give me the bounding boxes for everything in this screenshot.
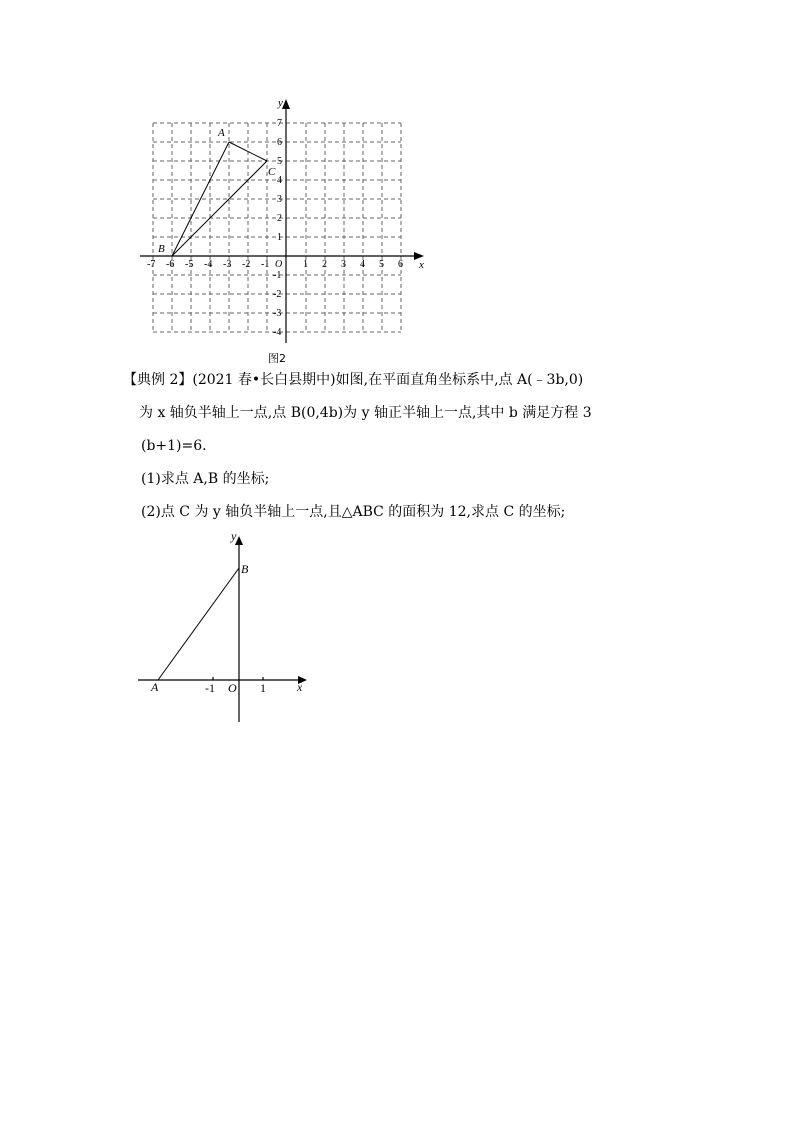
x-tick: -2 [242,259,251,270]
y-tick: 6 [277,137,282,148]
x-tick: -1 [261,259,270,270]
y-axis-label-2: y [231,529,237,543]
x-tick: -4 [204,259,213,270]
x-tick: 4 [360,259,365,270]
axes [140,99,424,343]
origin-label: O [275,259,283,270]
figure-grid-coordinate-plane [0,0,794,370]
x-axis-label-2: x [297,680,303,694]
x-tick: -5 [185,259,194,270]
point-b-label: B [158,243,165,255]
x-tick: 1 [303,259,308,270]
segment-ab [158,568,239,680]
y-tick: 3 [277,194,282,205]
y-tick: 2 [277,213,282,224]
tick-pos-1: 1 [260,681,266,695]
point-a-label-2: A [151,680,159,694]
figure-caption: 图2 [268,352,286,365]
x-tick: 6 [398,259,403,270]
y-tick: 4 [277,175,282,186]
y-axis-label: y [278,97,283,109]
x-tick: -3 [223,259,232,270]
tick-neg-1: -1 [205,681,215,695]
x-tick: 3 [341,259,346,270]
problem-line-1: 【典例 2】(2021 春•长白县期中)如图,在平面直角坐标系中,点 A(﹣3b,0) [123,372,584,388]
figure-axes-triangle [0,520,794,730]
x-tick: -6 [166,259,175,270]
y-tick: -2 [273,289,282,300]
y-tick: -4 [273,327,282,338]
y-tick: 1 [277,232,282,243]
x-tick: 2 [322,259,327,270]
question-2: (2)点 C 为 y 轴负半轴上一点,且△ABC 的面积为 12,求点 C 的坐标; [141,504,566,520]
problem-line-3: (b+1)=6. [141,438,207,454]
origin-label-2: O [228,681,237,695]
point-c-label: C [268,166,276,178]
y-tick: 7 [277,118,282,129]
y-tick-labels [273,118,282,338]
y-tick: -3 [273,308,282,319]
point-b-label-2: B [241,562,249,576]
y-tick: 5 [277,156,282,167]
axes-2 [138,536,307,722]
problem-line-2: 为 x 轴负半轴上一点,点 B(0,4b)为 y 轴正半轴上一点,其中 b 满足方程 3 [139,405,592,421]
x-axis-label: x [419,259,424,271]
y-tick: -1 [273,270,282,281]
x-tick: 5 [379,259,384,270]
grid-lines [153,123,401,332]
question-1: (1)求点 A,B 的坐标; [141,471,270,487]
x-tick: -7 [147,259,156,270]
point-a-label: A [218,127,225,139]
